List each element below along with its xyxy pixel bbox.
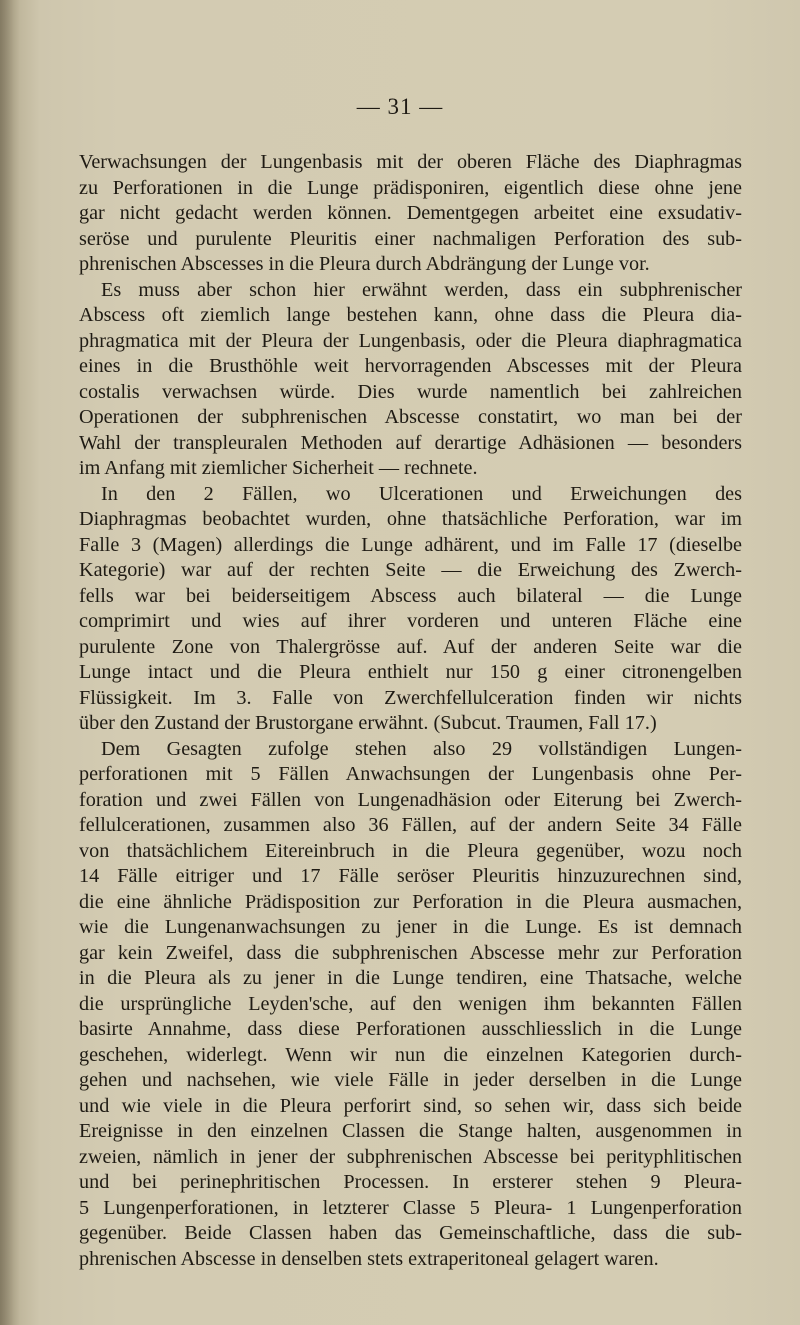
- text-line: comprimirt und wies auf ihrer vorderen und unteren Fläche eine: [79, 610, 742, 632]
- text-line: foration und zwei Fällen von Lungenadhäsion oder Eiterung bei Zwerch-: [79, 788, 742, 811]
- text-line: und bei perinephritischen Processen. In ersterer stehen 9 Pleura-: [79, 1171, 742, 1193]
- text-line: Operationen der subphrenischen Abscesse constatirt, wo man bei der: [79, 406, 742, 428]
- page-number: — 31 —: [356, 94, 444, 119]
- text-line: wie die Lungenanwachsungen zu jener in die Lunge. Es ist demnach: [79, 916, 742, 938]
- text-line: Wahl der transpleuralen Methoden auf derartige Adhäsionen — besonders: [79, 431, 742, 454]
- text-line: in die Pleura als zu jener in die Lunge tendiren, eine Thatsache, welche: [79, 967, 742, 989]
- text-line: phragmatica mit der Pleura der Lungenbasis, oder die Pleura diaphragmatica: [79, 329, 742, 352]
- text-line: perforationen mit 5 Fällen Anwachsungen der Lungenbasis ohne Per-: [79, 763, 742, 785]
- text-line: über den Zustand der Brustorgane erwähnt. (Subcut. Traumen, Fall 17.): [79, 712, 657, 734]
- text-line: basirte Annahme, dass diese Perforationen ausschliesslich in die Lunge: [79, 1018, 742, 1040]
- text-line: 14 Fälle eitriger und 17 Fälle seröser Pleuritis hinzuzurechnen sind,: [79, 865, 742, 887]
- text-line: fellulcerationen, zusammen also 36 Fällen, auf der andern Seite 34 Fälle: [79, 814, 742, 836]
- text-line: costalis verwachsen würde. Dies wurde namentlich bei zahlreichen: [79, 380, 742, 403]
- text-line: In den 2 Fällen, wo Ulcerationen und Erweichungen des: [101, 482, 742, 505]
- text-line: Ereignisse in den einzelnen Classen die Stange halten, ausgenommen in: [79, 1120, 742, 1142]
- text-line: und wie viele in die Pleura perforirt sind, so sehen wir, dass sich beide: [79, 1094, 742, 1117]
- text-line: zu Perforationen in die Lunge prädisponiren, eigentlich diese ohne jene: [79, 176, 742, 199]
- text-line: Flüssigkeit. Im 3. Falle von Zwerchfellulceration finden wir nichts: [79, 686, 742, 709]
- text-line: gar kein Zweifel, dass die subphrenischen Abscesse mehr zur Perforation: [79, 941, 742, 964]
- text-line: Kategorie) war auf der rechten Seite — die Erweichung des Zwerch-: [79, 559, 742, 581]
- text-line: von thatsächlichem Eitereinbruch in die Pleura gegenüber, wozu noch: [79, 839, 742, 862]
- text-line: fells war bei beiderseitigem Abscess auch bilateral — die Lunge: [79, 584, 742, 607]
- text-line: phrenischen Abscesses in die Pleura durch Abdrängung der Lunge vor.: [79, 253, 650, 275]
- text-line: 5 Lungenperforationen, in letzterer Classe 5 Pleura- 1 Lungenperforation: [79, 1196, 742, 1219]
- text-line: zweien, nämlich in jener der subphrenischen Abscesse bei perityphlitischen: [79, 1145, 742, 1168]
- text-line: Diaphragmas beobachtet wurden, ohne thatsächliche Perforation, war im: [79, 508, 742, 530]
- text-line: im Anfang mit ziemlicher Sicherheit — rechnete.: [79, 457, 478, 479]
- text-line: Es muss aber schon hier erwähnt werden, dass ein subphrenischer: [101, 278, 742, 301]
- text-line: Abscess oft ziemlich lange bestehen kann, ohne dass die Pleura dia-: [79, 304, 742, 326]
- binding-shadow: [0, 0, 20, 1325]
- text-line: gar nicht gedacht werden können. Dementgegen arbeitet eine exsudativ-: [79, 202, 742, 224]
- body-text: [79, 150, 742, 1272]
- text-line: die ursprüngliche Leyden'sche, auf den wenigen ihm bekannten Fällen: [79, 992, 742, 1015]
- text-line: Lunge intact und die Pleura enthielt nur 150 g einer citronengelben: [79, 661, 742, 683]
- text-line: seröse und purulente Pleuritis einer nachmaligen Perforation des sub-: [79, 227, 742, 250]
- text-line: die eine ähnliche Prädisposition zur Perforation in die Pleura ausmachen,: [79, 890, 742, 913]
- text-line: phrenischen Abscesse in denselben stets extraperitoneal gelagert waren.: [79, 1247, 659, 1270]
- text-line: Dem Gesagten zufolge stehen also 29 vollständigen Lungen-: [101, 737, 742, 760]
- text-line: eines in die Brusthöhle weit hervorragenden Abscesses mit der Pleura: [79, 355, 742, 377]
- text-line: Falle 3 (Magen) allerdings die Lunge adhärent, und im Falle 17 (dieselbe: [79, 533, 742, 556]
- text-line: Verwachsungen der Lungenbasis mit der oberen Fläche des Diaphragmas: [79, 151, 742, 173]
- text-line: gegenüber. Beide Classen haben das Gemeinschaftliche, dass die sub-: [79, 1222, 742, 1244]
- text-line: purulente Zone von Thalergrösse auf. Auf der anderen Seite war die: [79, 635, 742, 658]
- text-line: geschehen, widerlegt. Wenn wir nun die einzelnen Kategorien durch-: [79, 1043, 742, 1066]
- text-line: gehen und nachsehen, wie viele Fälle in jeder derselben in die Lunge: [79, 1069, 742, 1091]
